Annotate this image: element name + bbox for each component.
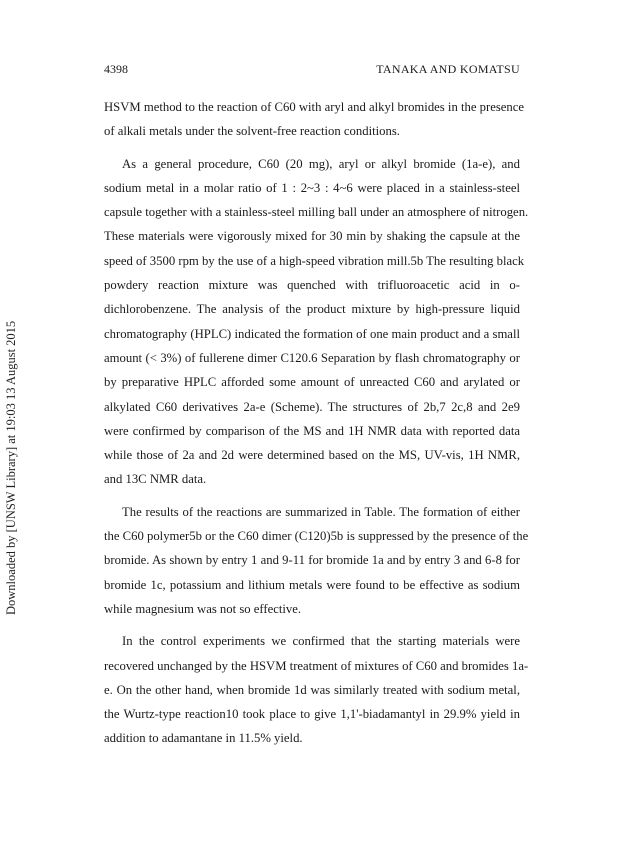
text-line: of alkali metals under the solvent-free reaction conditions.	[104, 124, 400, 139]
running-head: TANAKA AND KOMATSU	[376, 62, 520, 76]
text-line: amount (< 3%) of fullerene dimer C120.6 Separation by flash chromatography or	[104, 350, 520, 365]
text-line: were confirmed by comparison of the MS and 1H NMR data with reported data	[104, 423, 520, 438]
text-line: while magnesium was not so effective.	[104, 601, 302, 616]
text-line: These materials were vigorously mixed for 30 min by shaking the capsule at the	[104, 229, 520, 244]
paragraph-1	[104, 95, 525, 144]
text-line: recovered unchanged by the HSVM treatment of mixtures of C60 and bromides 1a-	[104, 658, 529, 673]
watermark-text: Downloaded by [UNSW Library] at 19:03 13 August 2015	[4, 320, 18, 615]
download-watermark	[4, 270, 20, 615]
text-line: and 13C NMR data.	[104, 472, 207, 487]
text-line: e. On the other hand, when bromide 1d was similarly treated with sodium metal,	[104, 682, 520, 697]
paragraph-2	[104, 152, 529, 492]
text-line: bromide 1c, potassium and lithium metals were found to be effective as sodium	[104, 577, 520, 592]
paragraph-3	[104, 500, 529, 621]
text-line: capsule together with a stainless-steel milling ball under an atmosphere of nitrogen.	[104, 205, 529, 220]
text-line: dichlorobenzene. The analysis of the product mixture by high-pressure liquid	[104, 302, 520, 317]
text-line: by preparative HPLC afforded some amount of unreacted C60 and arylated or	[104, 375, 520, 390]
article-body	[104, 95, 529, 759]
text-line: the C60 polymer5b or the C60 dimer (C120)5b is suppressed by the presence of the	[104, 529, 529, 544]
text-line: powdery reaction mixture was quenched with trifluoroacetic acid in o-	[104, 278, 520, 293]
paragraph-4	[104, 629, 529, 750]
text-line: bromide. As shown by entry 1 and 9-11 for bromide 1a and by entry 3 and 6-8 for	[104, 553, 520, 568]
text-line: the Wurtz-type reaction10 took place to give 1,1'-biadamantyl in 29.9% yield in	[104, 707, 520, 722]
text-line: In the control experiments we confirmed that the starting materials were	[122, 634, 520, 649]
text-line: HSVM method to the reaction of C60 with aryl and alkyl bromides in the presence	[104, 100, 525, 114]
text-line: chromatography (HPLC) indicated the formation of one main product and a small	[104, 326, 520, 341]
text-line: The results of the reactions are summarized in Table. The formation of either	[122, 504, 520, 519]
text-line: sodium metal in a molar ratio of 1 : 2~3 : 4~6 were placed in a stainless-steel	[104, 180, 520, 195]
text-line: while those of 2a and 2d were determined based on the MS, UV-vis, 1H NMR,	[104, 448, 520, 463]
text-line: As a general procedure, C60 (20 mg), aryl or alkyl bromide (1a-e), and	[122, 156, 520, 171]
text-line: addition to adamantane in 11.5% yield.	[104, 731, 303, 746]
text-line: speed of 3500 rpm by the use of a high-speed vibration mill.5b The resulting black	[104, 253, 525, 268]
page-header	[104, 62, 520, 82]
text-line: alkylated C60 derivatives 2a-e (Scheme). The structures of 2b,7 2c,8 and 2e9	[104, 399, 520, 414]
page-number: 4398	[104, 62, 128, 76]
